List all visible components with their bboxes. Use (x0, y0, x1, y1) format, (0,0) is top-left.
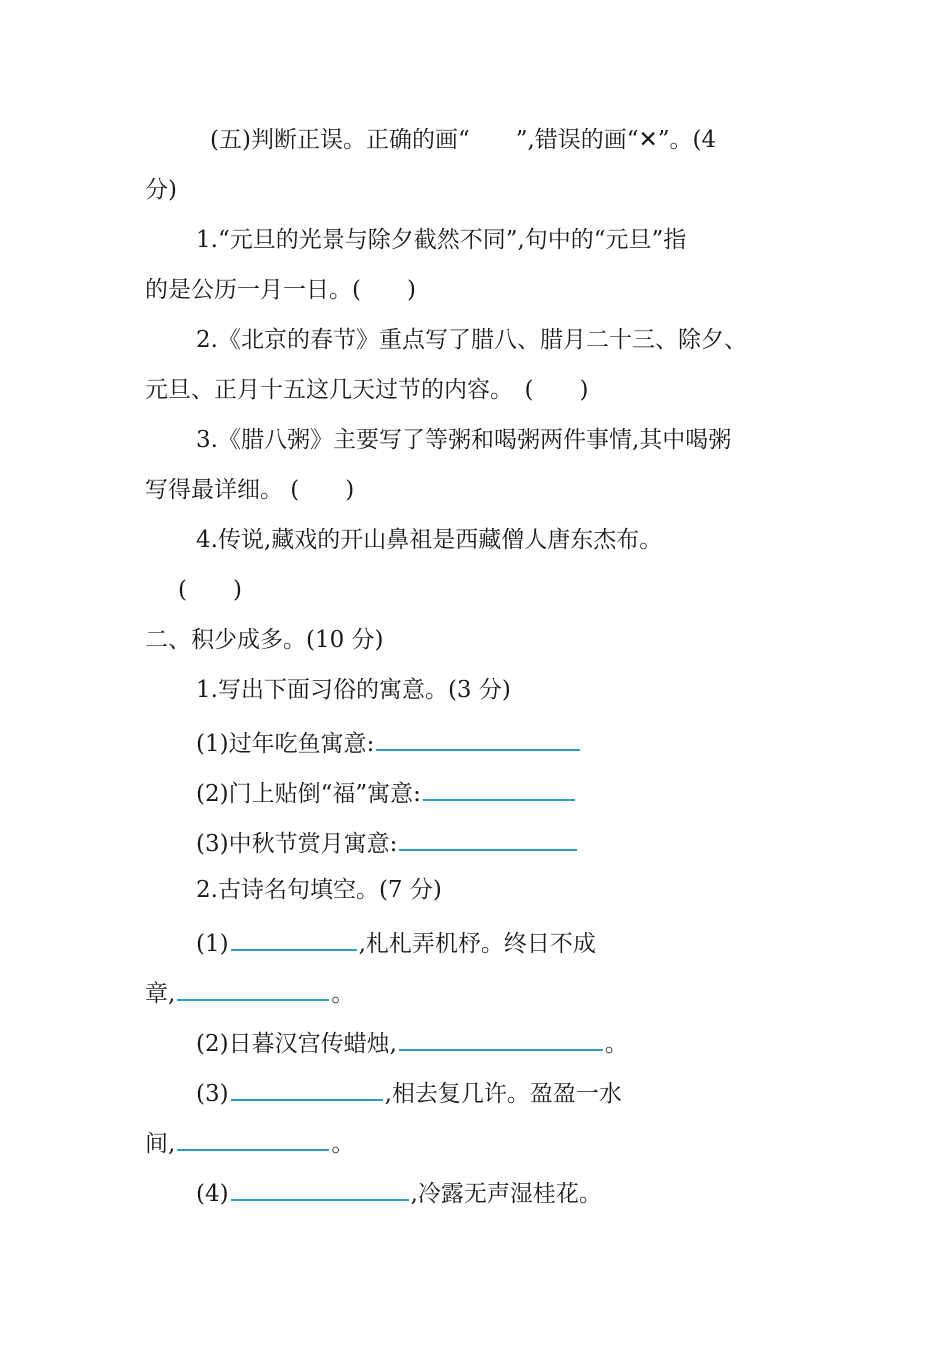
custom-item-2 (196, 775, 830, 809)
answer-blank[interactable] (177, 975, 329, 1001)
poem-1-text: ,札札弄机杼。终日不成 (358, 931, 596, 957)
poem-3-cont: 间, (145, 1131, 176, 1157)
answer-blank[interactable] (399, 1025, 603, 1051)
section2-title: 二、积少成多。(10 分) (145, 627, 384, 653)
poem-1-prefix: (1) (196, 931, 229, 957)
poem-3-prefix: (3) (196, 1081, 229, 1107)
poem-4-text: ,冷露无声湿桂花。 (410, 1181, 602, 1207)
q2-line1: 2.《北京的春节》重点写了腊八、腊月二十三、除夕、 (196, 327, 747, 353)
sub2-title: 2.古诗名句填空。(7 分) (196, 877, 442, 903)
q4-line2: ( ) (178, 577, 242, 603)
answer-blank[interactable] (231, 1175, 409, 1201)
section5-title-line2: 分) (145, 177, 177, 203)
sub1-title: 1.写出下面习俗的寓意。(3 分) (196, 677, 511, 703)
poem-4-line (196, 1175, 830, 1209)
section5-title-line1: (五)判断正误。正确的画“ ”,错误的画“✕”。(4 (210, 127, 717, 153)
poem-3-line2 (145, 1125, 830, 1159)
q3-line2: 写得最详细。 ( ) (145, 477, 355, 503)
answer-blank[interactable] (399, 825, 577, 851)
q1-line2: 的是公历一月一日。( ) (145, 277, 416, 303)
answer-blank[interactable] (177, 1125, 329, 1151)
custom-item-1 (196, 725, 830, 759)
poem-1-line2 (145, 975, 830, 1009)
custom-item-1-label: (1)过年吃鱼寓意: (196, 731, 375, 757)
poem-3-line1 (196, 1075, 830, 1109)
poem-1-cont: 章, (145, 981, 176, 1007)
poem-2-text: (2)日暮汉宫传蜡烛, (196, 1031, 397, 1057)
q4-line1: 4.传说,藏戏的开山鼻祖是西藏僧人唐东杰布。 (196, 527, 663, 553)
answer-blank[interactable] (231, 925, 357, 951)
poem-3-end: 。 (331, 1131, 355, 1157)
poem-4-prefix: (4) (196, 1181, 229, 1207)
custom-item-3 (196, 825, 830, 859)
q2-line2: 元旦、正月十五这几天过节的内容。 ( ) (145, 377, 589, 403)
answer-blank[interactable] (376, 725, 580, 751)
custom-item-3-label: (3)中秋节赏月寓意: (196, 831, 398, 857)
answer-blank[interactable] (231, 1075, 383, 1101)
poem-1-end: 。 (331, 981, 355, 1007)
answer-blank[interactable] (423, 775, 575, 801)
custom-item-2-label: (2)门上贴倒“福”寓意: (196, 781, 421, 807)
poem-2-end: 。 (604, 1031, 628, 1057)
q1-line1: 1.“元旦的光景与除夕截然不同”,句中的“元旦”指 (196, 227, 687, 253)
poem-3-text: ,相去复几许。盈盈一水 (384, 1081, 622, 1107)
poem-1-line1 (196, 925, 830, 959)
q3-line1: 3.《腊八粥》主要写了等粥和喝粥两件事情,其中喝粥 (196, 427, 732, 453)
poem-2-line (196, 1025, 830, 1059)
